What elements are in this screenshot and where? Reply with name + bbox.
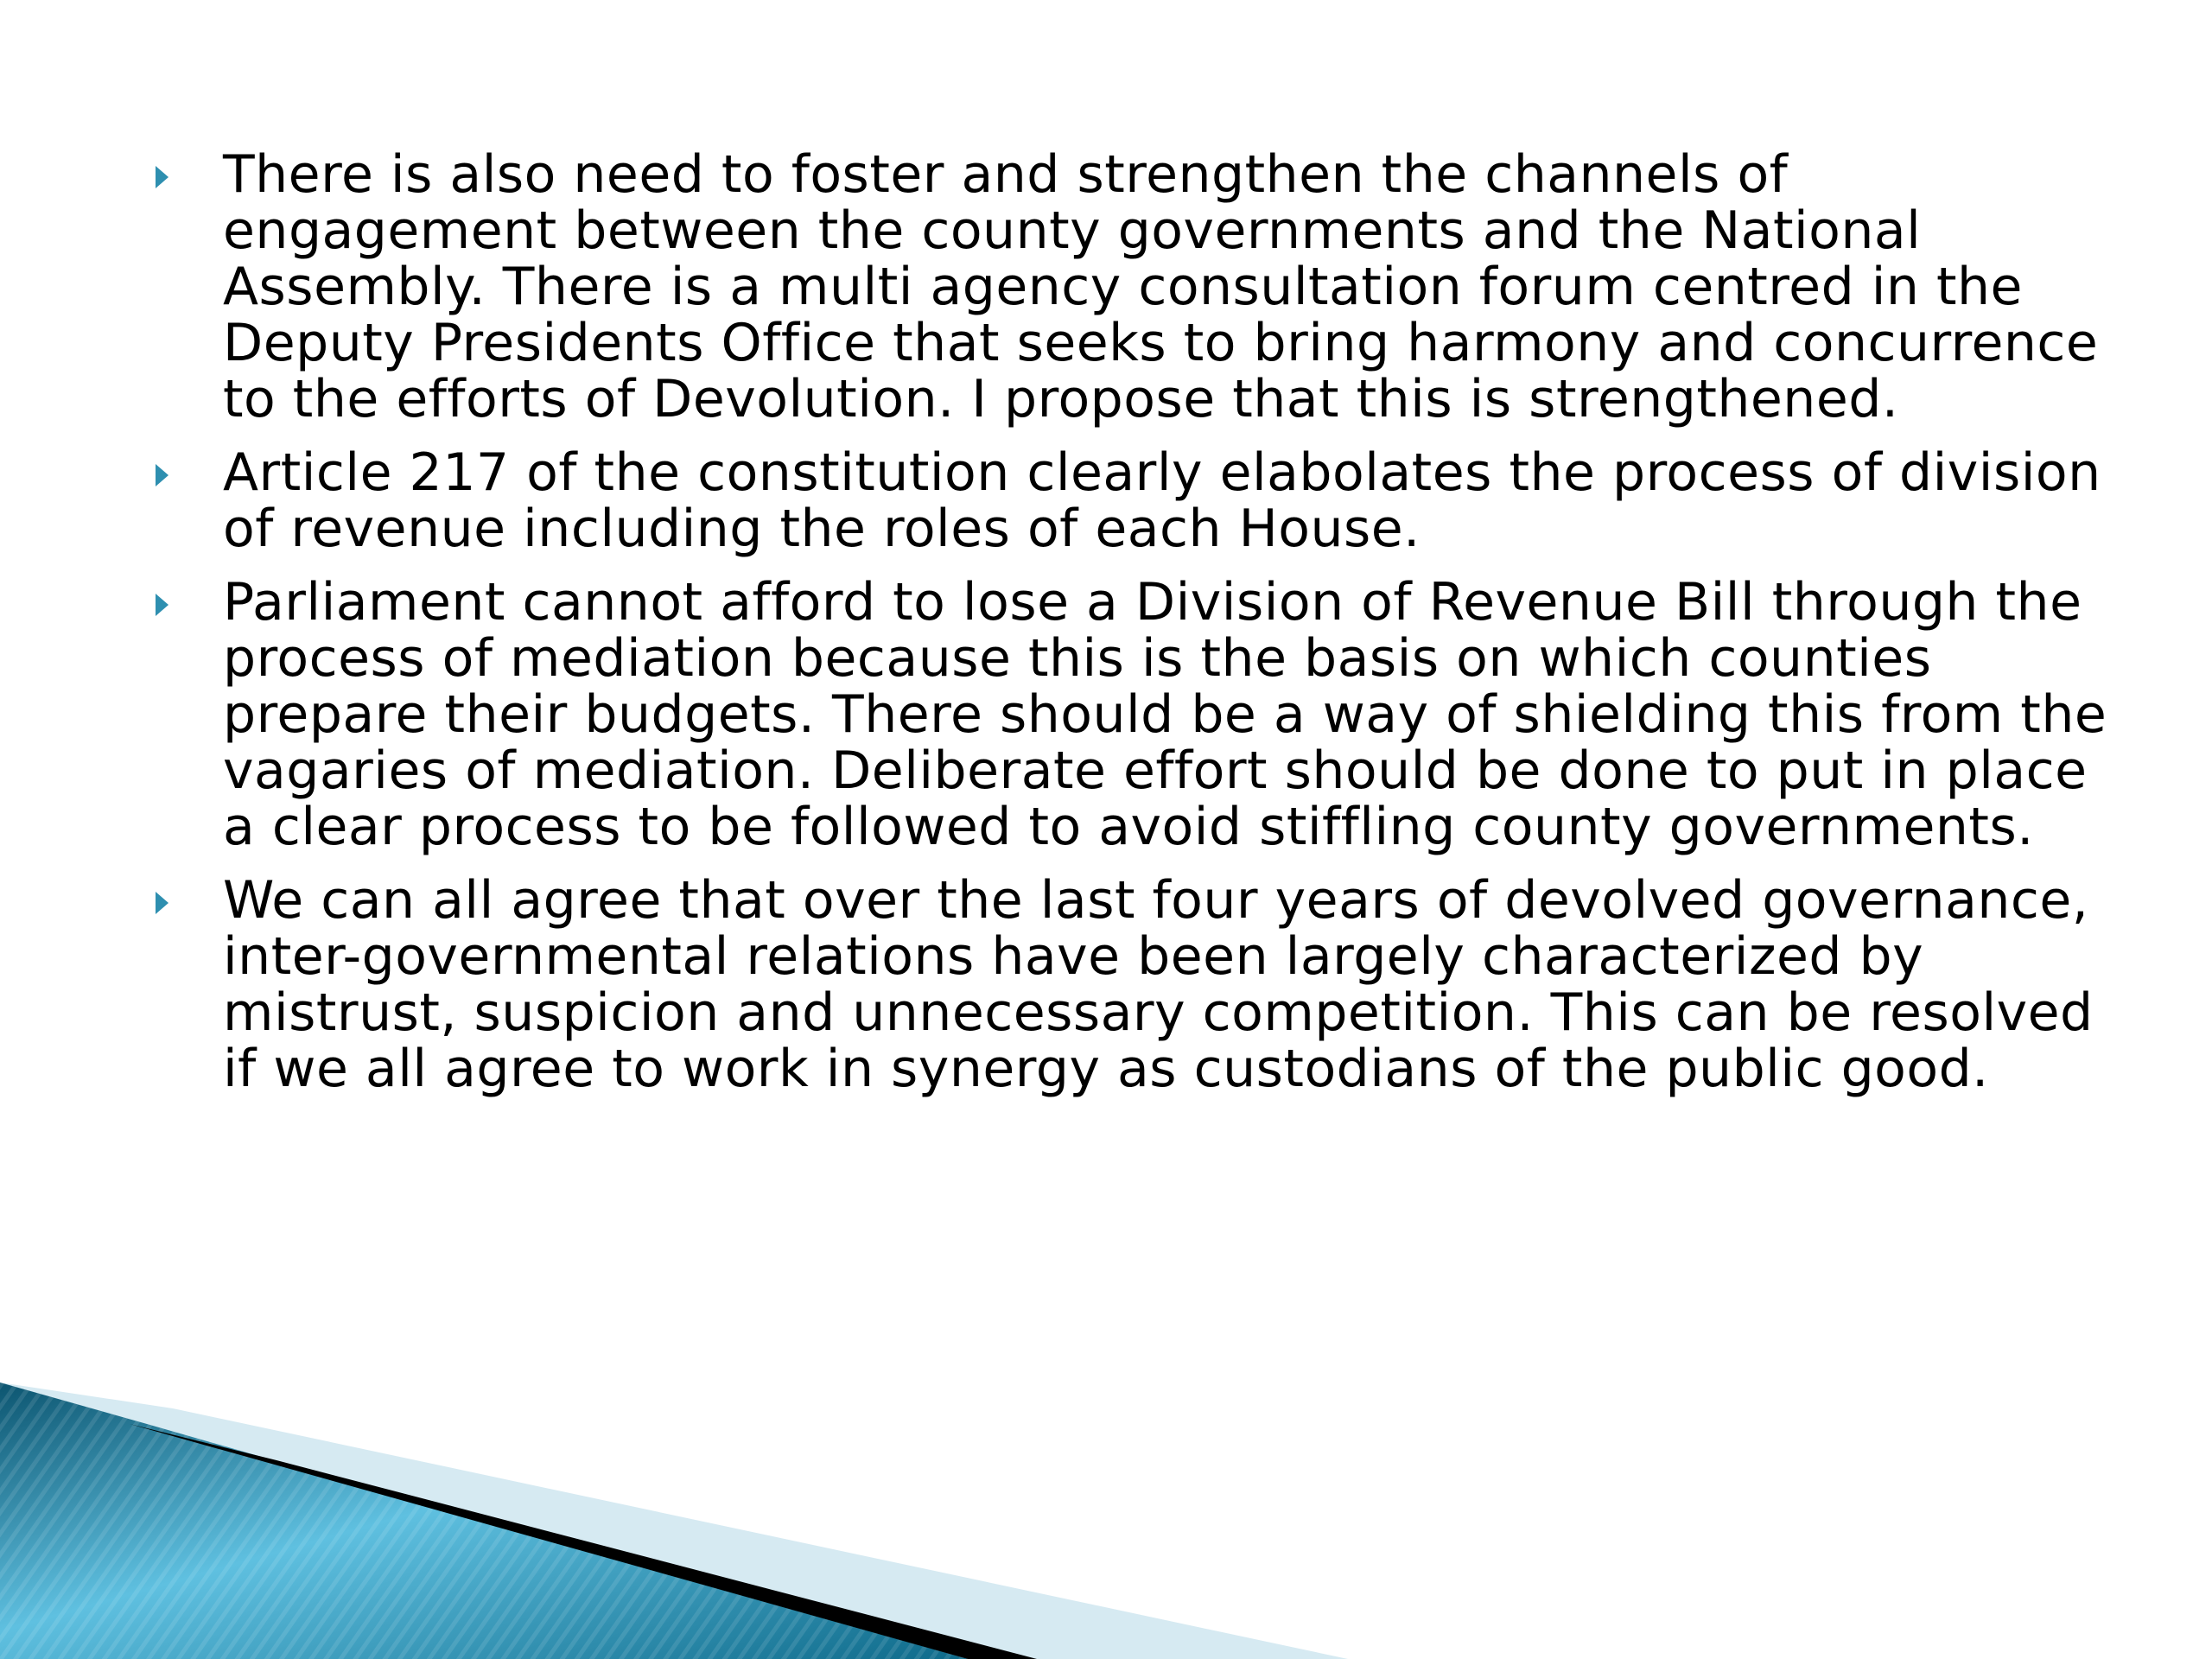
bullet-text: There is also need to foster and strengthen the channels of engagement between the county governments and the National Assembly. There is a multi agency consultation forum centred in the Deputy Presidents Office that seeks to bring harmony and concurrence to the efforts of Devolution. I propose that this is strengthened.	[223, 144, 2099, 429]
bullet-text: Parliament cannot afford to lose a Division of Revenue Bill through the process of mediation because this is the basis on which counties prepare their budgets. There should be a way of shielding this from the vagaries of mediation. Deliberate effort should be done to put in place a clear process to be followed to avoid stiffling county governments.	[223, 572, 2107, 857]
bullet-text: Article 217 of the constitution clearly elabolates the process of division of revenue including the roles of each House.	[223, 442, 2101, 559]
bullet-text: We can all agree that over the last four years of devolved governance, inter-governmental relations have been largely characterized by mistrust, suspicion and unnecessary competition. This can be resolved if we all agree to work in synergy as custodians of the public good.	[223, 870, 2094, 1099]
corner-decoration	[0, 1382, 2212, 1659]
bullet-item	[156, 442, 2108, 559]
bullet-list	[156, 144, 2108, 1099]
triangle-bullet-icon	[156, 464, 168, 486]
triangle-bullet-icon	[156, 166, 168, 188]
triangle-bullet-icon	[156, 892, 168, 914]
slide-body	[156, 144, 2108, 1115]
bullet-item	[156, 572, 2108, 857]
bullet-item	[156, 144, 2108, 429]
triangle-bullet-icon	[156, 594, 168, 616]
bullet-item	[156, 870, 2108, 1099]
